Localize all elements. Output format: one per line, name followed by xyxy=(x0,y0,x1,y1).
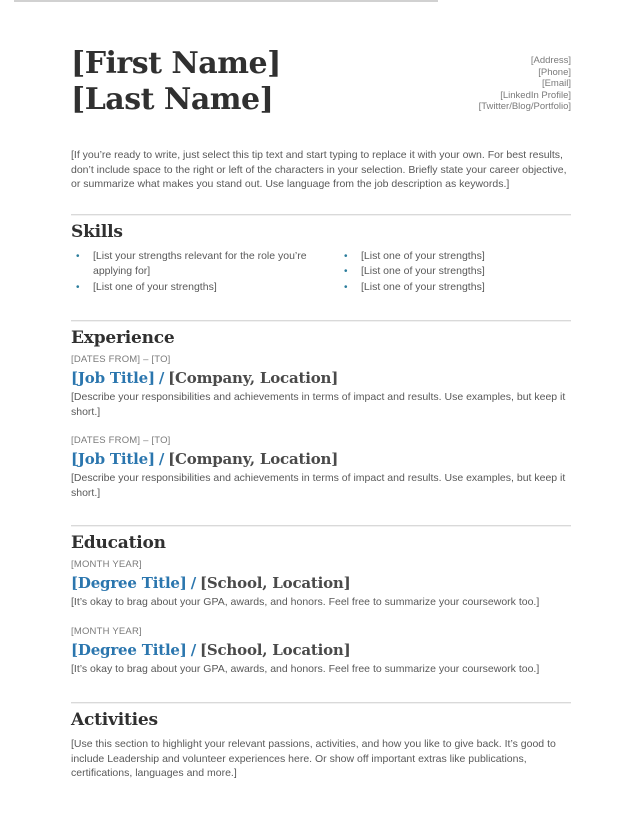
job-description-placeholder[interactable]: [Describe your responsibilities and achievements in terms of impact and results. Use examples, but keep it short.] xyxy=(71,472,566,499)
skills-left-column xyxy=(71,249,339,296)
summary-placeholder[interactable]: [If you’re ready to write, just select this tip text and start typing to replace it with your own. For best results, don’t include space to the right or left of the characters in your selection. Briefly state your career objective, or summarize what makes you stand out. Use language from the job description as keywords.] xyxy=(71,149,567,190)
last-name-placeholder[interactable]: [Last Name] xyxy=(71,82,274,117)
degree-title-line xyxy=(71,573,571,593)
list-item[interactable] xyxy=(339,249,571,265)
education-description-placeholder[interactable]: [It’s okay to brag about your GPA, awards, and honors. Feel free to summarize your coursework too.] xyxy=(71,596,540,608)
section-divider xyxy=(71,702,571,703)
activities-heading: Activities xyxy=(71,710,158,730)
skill-placeholder: [List your strengths relevant for the role you’re applying for] xyxy=(93,249,307,277)
degree-title-placeholder[interactable]: [Degree Title] xyxy=(71,574,187,592)
list-item[interactable] xyxy=(339,264,571,280)
experience-heading: Experience xyxy=(71,328,175,348)
skill-placeholder: [List one of your strengths] xyxy=(93,280,217,293)
company-placeholder[interactable]: [Company, Location] xyxy=(168,369,339,387)
school-placeholder[interactable]: [School, Location] xyxy=(199,574,351,592)
section-divider xyxy=(71,525,571,526)
first-name-placeholder[interactable]: [First Name] xyxy=(71,46,281,81)
job-description-placeholder[interactable]: [Describe your responsibilities and achievements in terms of impact and results. Use examples, but keep it short.] xyxy=(71,391,566,418)
education-entry xyxy=(71,559,571,610)
resume-header xyxy=(71,46,571,118)
activities-description-placeholder[interactable]: [Use this section to highlight your relevant passions, activities, and how you like to give back. It’s good to include Leadership and volunteer experiences here. Or show off important extras like publications, certifications, languages and more.] xyxy=(71,738,556,779)
month-year-placeholder[interactable]: [MONTH YEAR] xyxy=(71,625,142,637)
bullet-icon: • xyxy=(76,281,80,293)
company-placeholder[interactable]: [Company, Location] xyxy=(168,450,339,468)
address-placeholder[interactable]: [Address] xyxy=(530,55,571,66)
job-title-placeholder[interactable]: [Job Title] xyxy=(71,369,155,387)
experience-entry xyxy=(71,354,571,419)
bullet-icon: • xyxy=(344,250,348,262)
dates-placeholder[interactable]: [DATES FROM] – [TO] xyxy=(71,435,171,446)
list-item[interactable] xyxy=(339,280,571,296)
skills-heading: Skills xyxy=(71,221,123,242)
education-heading: Education xyxy=(71,533,166,553)
bullet-icon: • xyxy=(76,250,80,262)
phone-placeholder[interactable]: [Phone] xyxy=(538,66,571,78)
list-item[interactable] xyxy=(71,280,339,296)
list-item[interactable] xyxy=(71,249,339,280)
dates-placeholder[interactable]: [DATES FROM] – [TO] xyxy=(71,354,171,365)
slash-separator: / xyxy=(158,369,165,387)
education-entry xyxy=(71,626,571,677)
activities-section xyxy=(71,702,571,781)
month-year-placeholder[interactable]: [MONTH YEAR] xyxy=(71,559,142,570)
bullet-icon: • xyxy=(344,281,348,293)
skill-placeholder: [List one of your strengths] xyxy=(361,249,485,262)
bullet-icon: • xyxy=(344,266,348,277)
contact-block xyxy=(479,46,571,113)
job-title-line xyxy=(71,449,571,469)
top-edge-line xyxy=(14,0,438,2)
section-divider xyxy=(71,320,571,321)
job-title-placeholder[interactable]: [Job Title] xyxy=(71,450,155,468)
skill-placeholder: [List one of your strengths] xyxy=(361,265,485,277)
name-block xyxy=(71,46,281,118)
degree-title-placeholder[interactable]: [Degree Title] xyxy=(71,640,187,659)
slash-separator: / xyxy=(190,574,196,592)
education-section xyxy=(71,525,571,676)
degree-title-line xyxy=(71,640,571,660)
email-placeholder[interactable]: [Email] xyxy=(541,78,571,89)
slash-separator: / xyxy=(190,640,196,659)
linkedin-placeholder[interactable]: [LinkedIn Profile] xyxy=(500,89,571,101)
slash-separator: / xyxy=(158,450,165,468)
portfolio-placeholder[interactable]: [Twitter/Blog/Portfolio] xyxy=(478,101,571,112)
skills-section xyxy=(71,214,571,296)
education-description-placeholder[interactable]: [It’s okay to brag about your GPA, awards, and honors. Feel free to summarize your coursework too.] xyxy=(71,662,540,675)
job-title-line xyxy=(71,368,571,388)
experience-entry xyxy=(71,435,571,500)
section-divider xyxy=(71,214,571,215)
school-placeholder[interactable]: [School, Location] xyxy=(199,640,351,659)
experience-section xyxy=(71,320,571,500)
skill-placeholder: [List one of your strengths] xyxy=(361,280,485,293)
skills-columns xyxy=(71,249,571,296)
skills-right-column xyxy=(339,249,571,296)
